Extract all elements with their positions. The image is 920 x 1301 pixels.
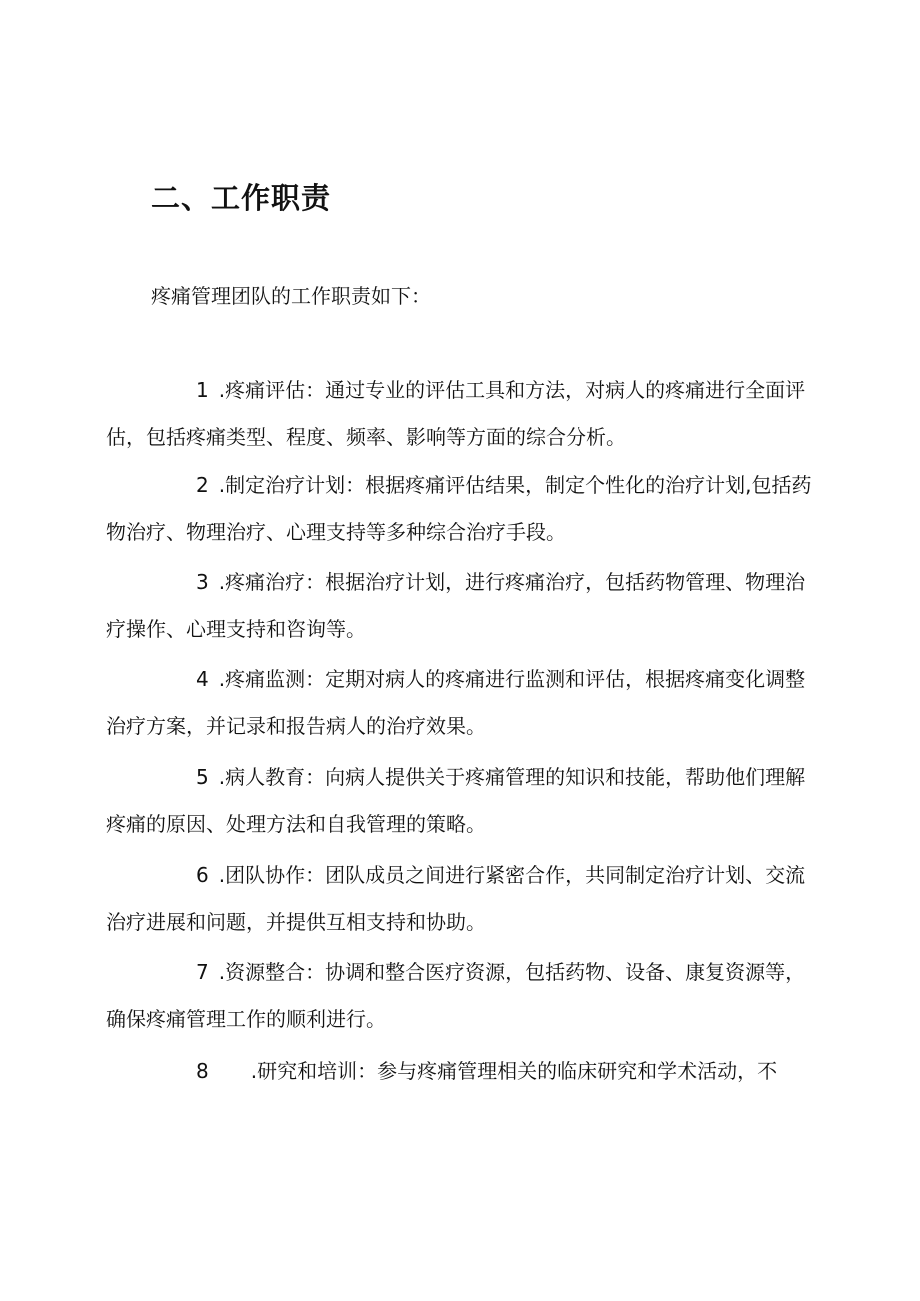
item-number: 7 bbox=[196, 960, 209, 984]
item-text: .疼痛监测：定期对病人的疼痛进行监测和评估，根据疼痛变化调整治疗方案，并记录和报告病人的治疗效果。 bbox=[106, 667, 806, 738]
list-item bbox=[106, 462, 818, 556]
item-number: 3 bbox=[196, 570, 209, 594]
item-text: .疼痛评估：通过专业的评估工具和方法，对病人的疼痛进行全面评估，包括疼痛类型、程度、频率、影响等方面的综合分析。 bbox=[106, 378, 806, 449]
item-text: .资源整合：协调和整合医疗资源，包括药物、设备、康复资源等，确保疼痛管理工作的顺利进行。 bbox=[106, 960, 806, 1031]
item-text: .研究和培训：参与疼痛管理相关的临床研究和学术活动，不 bbox=[250, 1059, 778, 1083]
list-item bbox=[106, 754, 818, 848]
item-number: 5 bbox=[196, 765, 209, 789]
list-item bbox=[106, 1048, 818, 1095]
item-number: 4 bbox=[196, 667, 209, 691]
list-item bbox=[106, 949, 818, 1043]
item-text: .制定治疗计划：根据疼痛评估结果，制定个性化的治疗计划,包括药物治疗、物理治疗、心理支持等多种综合治疗手段。 bbox=[106, 473, 812, 544]
list-item bbox=[106, 656, 818, 750]
item-number: 2 bbox=[196, 473, 209, 497]
intro-paragraph: 疼痛管理团队的工作职责如下： bbox=[151, 284, 431, 308]
item-text: .团队协作：团队成员之间进行紧密合作，共同制定治疗计划、交流治疗进展和问题，并提供互相支持和协助。 bbox=[106, 863, 806, 934]
list-item bbox=[106, 367, 818, 461]
section-title: 二、工作职责 bbox=[151, 181, 332, 215]
item-text: .疼痛治疗：根据治疗计划，进行疼痛治疗，包括药物管理、物理治疗操作、心理支持和咨询等。 bbox=[106, 570, 806, 641]
list-item bbox=[106, 559, 818, 653]
item-number: 8 bbox=[196, 1059, 209, 1083]
list-item bbox=[106, 852, 818, 946]
item-text: .病人教育：向病人提供关于疼痛管理的知识和技能，帮助他们理解疼痛的原因、处理方法和自我管理的策略。 bbox=[106, 765, 806, 836]
item-number: 1 bbox=[196, 378, 209, 402]
item-number: 6 bbox=[196, 863, 209, 887]
